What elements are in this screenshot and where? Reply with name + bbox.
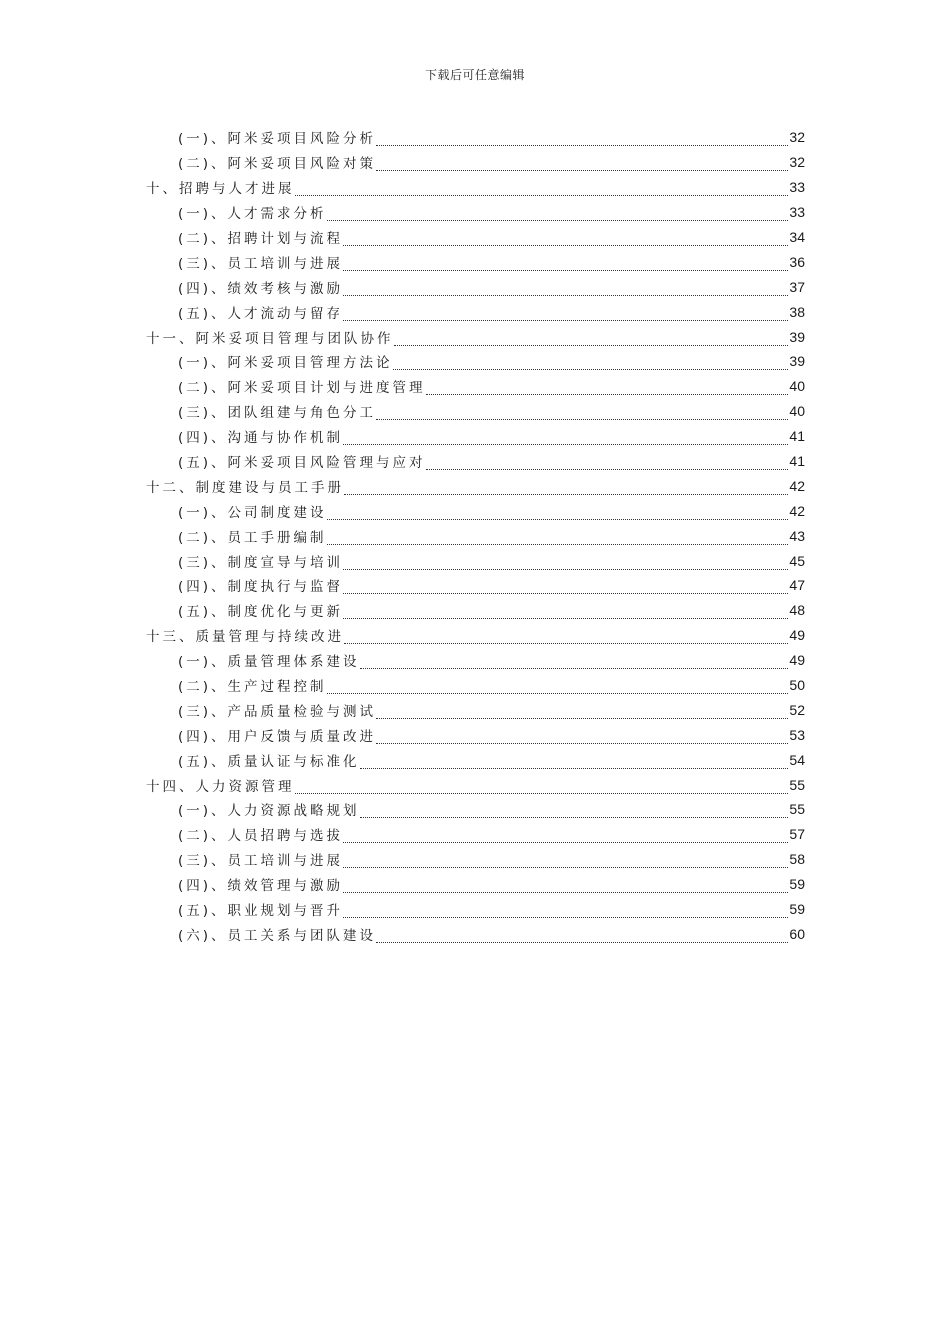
toc-chapter-entry[interactable] [0, 175, 950, 200]
toc-entry-page-number: 49 [789, 652, 805, 669]
toc-entry-title: (一)、质量管理体系建设 [178, 654, 360, 671]
toc-section-entry[interactable] [0, 648, 950, 673]
toc-dot-leader [327, 207, 789, 221]
toc-entry-title: (二)、人员招聘与选拔 [178, 828, 344, 845]
toc-section-entry[interactable] [0, 349, 950, 374]
table-of-contents [0, 125, 950, 946]
toc-entry-title: (二)、招聘计划与流程 [178, 231, 344, 247]
toc-dot-leader [344, 630, 788, 644]
toc-entry-page-number: 45 [789, 552, 805, 569]
toc-section-entry[interactable] [0, 722, 950, 747]
toc-entry-page-number: 34 [789, 229, 805, 245]
toc-dot-leader [343, 307, 788, 321]
toc-entry-page-number: 54 [789, 751, 805, 768]
toc-dot-leader [343, 282, 788, 296]
toc-chapter-entry[interactable] [0, 623, 950, 648]
toc-dot-leader [343, 904, 788, 918]
toc-entry-title: (五)、制度优化与更新 [178, 604, 344, 621]
toc-entry-page-number: 57 [789, 826, 805, 843]
page-header: 下载后可任意编辑 [424, 68, 525, 82]
toc-dot-leader [343, 580, 788, 594]
toc-entry-page-number: 47 [789, 577, 805, 594]
toc-dot-leader [344, 481, 788, 495]
toc-section-entry[interactable] [0, 673, 950, 698]
toc-dot-leader [376, 132, 788, 146]
toc-section-entry[interactable] [0, 399, 950, 424]
toc-chapter-entry[interactable] [0, 324, 950, 349]
toc-entry-page-number: 33 [789, 204, 805, 221]
toc-entry-page-number: 40 [789, 403, 805, 420]
toc-entry-title: (一)、人力资源战略规划 [178, 803, 360, 820]
toc-entry-title: (五)、阿米妥项目风险管理与应对 [178, 455, 426, 472]
toc-entry-title: (一)、阿米妥项目管理方法论 [178, 355, 393, 372]
toc-entry-title: (五)、质量认证与标准化 [178, 753, 360, 770]
toc-section-entry[interactable] [0, 797, 950, 822]
toc-section-entry[interactable] [0, 598, 950, 623]
toc-entry-page-number: 43 [789, 527, 805, 544]
toc-dot-leader [393, 356, 789, 370]
toc-entry-title: (五)、职业规划与晋升 [178, 903, 344, 920]
toc-entry-title: (四)、绩效管理与激励 [178, 878, 344, 895]
toc-section-entry[interactable] [0, 872, 950, 897]
toc-entry-page-number: 37 [789, 278, 805, 295]
toc-entry-title: (五)、人才流动与留存 [178, 305, 344, 322]
toc-entry-title: 十三、质量管理与持续改进 [146, 629, 344, 646]
toc-entry-title: (六)、员工关系与团队建设 [178, 927, 377, 944]
toc-entry-title: (一)、公司制度建设 [178, 504, 327, 521]
toc-section-entry[interactable] [0, 225, 950, 250]
toc-entry-title: 十、招聘与人才进展 [146, 181, 295, 198]
toc-section-entry[interactable] [0, 274, 950, 299]
toc-dot-leader [343, 431, 788, 445]
toc-entry-title: (二)、阿米妥项目计划与进度管理 [178, 380, 426, 397]
toc-entry-page-number: 55 [789, 776, 805, 793]
toc-section-entry[interactable] [0, 922, 950, 947]
toc-dot-leader [295, 182, 789, 196]
toc-entry-page-number: 42 [789, 477, 805, 494]
toc-entry-page-number: 32 [789, 154, 805, 171]
toc-chapter-entry[interactable] [0, 473, 950, 498]
toc-dot-leader [376, 406, 788, 420]
toc-section-entry[interactable] [0, 125, 950, 150]
toc-dot-leader [360, 804, 789, 818]
toc-entry-page-number: 49 [789, 627, 805, 644]
toc-dot-leader [343, 829, 788, 843]
toc-entry-title: (三)、员工培训与进展 [178, 853, 344, 870]
toc-entry-page-number: 39 [789, 353, 805, 370]
toc-dot-leader [376, 705, 788, 719]
toc-entry-page-number: 33 [789, 179, 805, 196]
toc-dot-leader [376, 730, 788, 744]
toc-entry-title: (二)、生产过程控制 [178, 679, 327, 696]
toc-entry-page-number: 41 [789, 428, 805, 445]
toc-section-entry[interactable] [0, 523, 950, 548]
toc-dot-leader [295, 780, 789, 794]
toc-entry-title: (三)、制度宣导与培训 [178, 554, 344, 571]
toc-dot-leader [343, 232, 788, 246]
toc-section-entry[interactable] [0, 822, 950, 847]
toc-entry-page-number: 53 [789, 726, 805, 743]
toc-entry-page-number: 40 [789, 378, 805, 395]
toc-section-entry[interactable] [0, 249, 950, 274]
toc-entry-page-number: 36 [789, 253, 805, 270]
toc-dot-leader [343, 605, 788, 619]
toc-entry-title: 十一、阿米妥项目管理与团队协作 [146, 330, 394, 347]
toc-dot-leader [327, 680, 789, 694]
toc-entry-title: (四)、制度执行与监督 [178, 579, 344, 596]
toc-section-entry[interactable] [0, 697, 950, 722]
toc-entry-title: (四)、绩效考核与激励 [178, 280, 344, 297]
toc-entry-page-number: 58 [789, 851, 805, 868]
toc-section-entry[interactable] [0, 548, 950, 573]
toc-dot-leader [343, 879, 788, 893]
toc-entry-title: 十四、人力资源管理 [146, 778, 295, 795]
toc-dot-leader [376, 929, 788, 943]
toc-dot-leader [360, 755, 789, 769]
toc-entry-page-number: 38 [789, 303, 805, 320]
toc-entry-page-number: 55 [789, 801, 805, 818]
toc-entry-title: (一)、人才需求分析 [178, 206, 327, 223]
toc-dot-leader [327, 506, 789, 520]
toc-entry-page-number: 42 [789, 502, 805, 519]
toc-section-entry[interactable] [0, 573, 950, 598]
toc-entry-title: 十二、制度建设与员工手册 [146, 479, 344, 496]
toc-section-entry[interactable] [0, 847, 950, 872]
toc-entry-page-number: 59 [789, 876, 805, 893]
toc-section-entry[interactable] [0, 299, 950, 324]
toc-entry-page-number: 60 [789, 925, 805, 942]
toc-dot-leader [426, 456, 789, 470]
toc-dot-leader [360, 655, 789, 669]
toc-dot-leader [327, 531, 789, 545]
toc-dot-leader [376, 157, 788, 171]
toc-section-entry[interactable] [0, 449, 950, 474]
toc-section-entry[interactable] [0, 747, 950, 772]
toc-dot-leader [343, 556, 788, 570]
toc-section-entry[interactable] [0, 498, 950, 523]
toc-entry-page-number: 48 [789, 602, 805, 619]
toc-entry-page-number: 59 [789, 901, 805, 918]
toc-section-entry[interactable] [0, 150, 950, 175]
toc-dot-leader [394, 332, 789, 346]
toc-entry-title: (二)、阿米妥项目风险对策 [178, 156, 377, 173]
toc-entry-page-number: 39 [789, 328, 805, 345]
toc-dot-leader [343, 854, 788, 868]
toc-section-entry[interactable] [0, 897, 950, 922]
toc-chapter-entry[interactable] [0, 772, 950, 797]
toc-section-entry[interactable] [0, 424, 950, 449]
toc-entry-title: (三)、产品质量检验与测试 [178, 703, 377, 720]
toc-entry-page-number: 41 [789, 453, 805, 470]
toc-entry-title: (四)、用户反馈与质量改进 [178, 728, 377, 745]
toc-entry-title: (三)、员工培训与进展 [178, 255, 344, 272]
toc-entry-title: (二)、员工手册编制 [178, 529, 327, 546]
toc-entry-title: (四)、沟通与协作机制 [178, 430, 344, 447]
toc-entry-page-number: 52 [789, 701, 805, 718]
toc-section-entry[interactable] [0, 374, 950, 399]
toc-dot-leader [426, 381, 789, 395]
toc-dot-leader [343, 257, 788, 271]
toc-section-entry[interactable] [0, 200, 950, 225]
toc-entry-page-number: 32 [789, 129, 805, 146]
toc-entry-title: (三)、团队组建与角色分工 [178, 405, 377, 422]
toc-entry-page-number: 50 [789, 677, 805, 694]
toc-entry-title: (一)、阿米妥项目风险分析 [178, 131, 377, 148]
